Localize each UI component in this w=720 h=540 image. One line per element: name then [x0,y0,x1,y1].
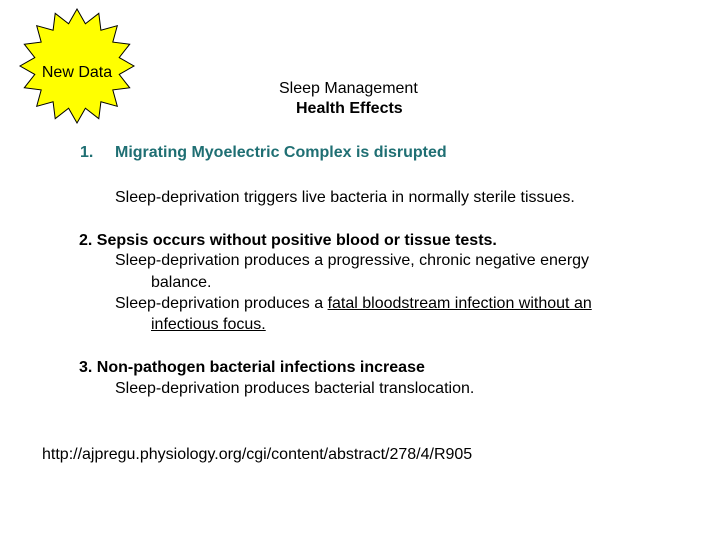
item1-heading: Migrating Myoelectric Complex is disrupted [115,144,447,161]
item1-body: Sleep-deprivation triggers live bacteria in normally sterile tissues. [115,189,575,206]
new-data-badge-text: New Data [41,64,113,81]
item1-number: 1. [80,144,94,161]
page-title: Sleep Management [279,80,418,97]
reference-url[interactable]: http://ajpregu.physiology.org/cgi/content/abstract/278/4/R905 [42,446,473,463]
infectious-focus-link[interactable]: infectious focus. [151,316,266,333]
page-subtitle: Health Effects [296,100,403,117]
item2-line1a: Sleep-deprivation produces a progressive, chronic negative energy [115,252,590,269]
item3-body: Sleep-deprivation produces bacterial translocation. [115,380,475,397]
bloodstream-infection-link[interactable]: fatal bloodstream infection without an [327,295,592,312]
item2-line2a [115,294,592,314]
item2-line1b: balance. [151,274,212,291]
new-data-starburst [18,5,136,127]
item3-heading: 3. Non-pathogen bacterial infections increase [79,359,425,376]
item2-heading: 2. Sepsis occurs without positive blood or tissue tests. [79,232,497,249]
item2-line2a-prefix: Sleep-deprivation produces a [115,295,328,312]
